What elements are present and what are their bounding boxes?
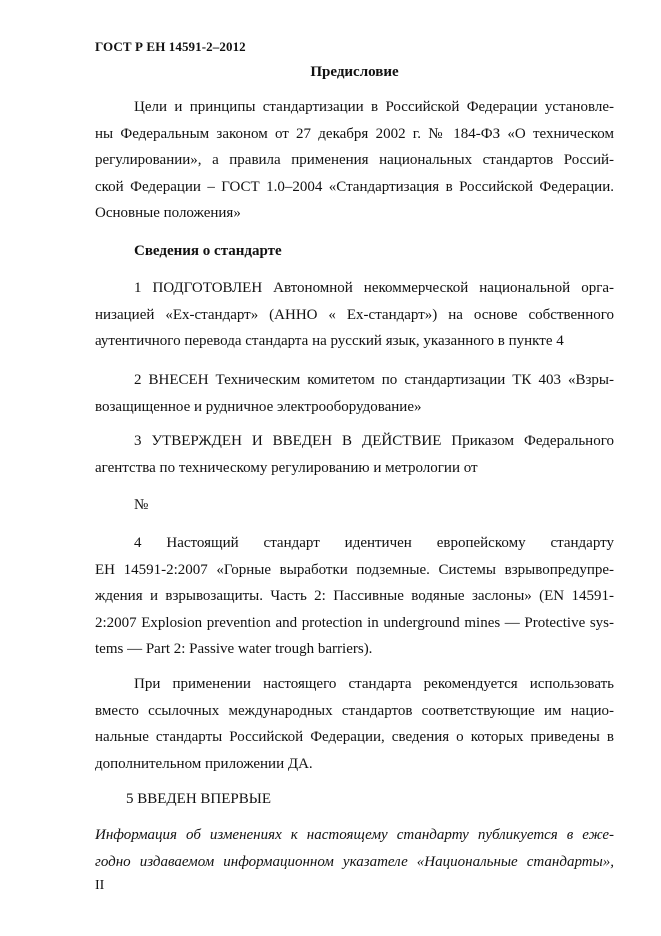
intro-paragraph (95, 94, 614, 227)
text-line: аутентичного перевода стандарта на русский язык, указанного в пункте 4 (95, 333, 564, 349)
text-line: вместо ссылочных международных стандартов соответствующие им нацио- (95, 702, 614, 719)
text-line: 1 ПОДГОТОВЛЕН Автономной некоммерческой национальной орга- (134, 280, 614, 296)
item-4-note-paragraph (95, 671, 614, 777)
text-line: агентства по техническому регулированию и метрологии от (95, 459, 478, 476)
page-number: II (95, 878, 105, 893)
text-line: Информация об изменениях к настоящему стандарту публикуется в еже- (95, 827, 614, 843)
text-line: нальные стандарты Российской Федерации, сведения о которых приведены в (95, 729, 614, 745)
text-line: Цели и принципы стандартизации в Российской Федерации установле- (134, 99, 614, 115)
item-4-paragraph (95, 530, 614, 663)
text-line: ждения и взрывозащиты. Часть 2: Пассивные водяные заслоны» (EN 14591- (95, 588, 614, 604)
text-line: годно издаваемом информационном указателе «Национальные стандарты», (95, 853, 614, 870)
text-line: 4 Настоящий стандарт идентичен европейскому стандарту (134, 535, 614, 551)
page-title: Предисловие (310, 64, 399, 80)
text-line: ны Федеральным законом от 27 декабря 2002 г. № 184-ФЗ «О техническом (95, 125, 614, 142)
text-line: низацией «Ех-стандарт» (АННО « Ех-стандарт») на основе собственного (95, 306, 614, 323)
text-line: При применении настоящего стандарта рекомендуется использовать (134, 676, 614, 692)
text-line: Основные положения» (95, 205, 241, 221)
item-3-number: № (134, 497, 149, 513)
text-line: дополнительном приложении ДА. (95, 755, 313, 772)
document-code: ГОСТ Р ЕН 14591-2–2012 (95, 39, 246, 54)
text-line: ской Федерации – ГОСТ 1.0–2004 «Стандартизация в Российской Федерации. (95, 178, 614, 195)
item-3-paragraph (95, 428, 614, 481)
item-2-paragraph (95, 367, 614, 420)
text-line: возащищенное и рудничное электрооборудование» (95, 398, 422, 415)
text-line: регулировании», а правила применения национальных стандартов Россий- (95, 152, 614, 168)
text-line: 3 УТВЕРЖДЕН И ВВЕДЕН В ДЕЙСТВИЕ Приказом Федерального (134, 433, 614, 449)
section-heading: Сведения о стандарте (134, 243, 282, 259)
text-line: 2 ВНЕСЕН Техническим комитетом по стандартизации ТК 403 «Взры- (134, 372, 614, 388)
text-line: tems — Part 2: Passive water trough barriers). (95, 641, 373, 657)
item-1-paragraph (95, 275, 614, 355)
text-line: 2:2007 Explosion prevention and protection in underground mines — Protective sys- (95, 614, 614, 631)
text-line: ЕН 14591-2:2007 «Горные выработки подземные. Системы взрывопредупре- (95, 561, 614, 578)
info-paragraph (95, 822, 614, 875)
item-5-paragraph: 5 ВВЕДЕН ВПЕРВЫЕ (126, 791, 271, 807)
